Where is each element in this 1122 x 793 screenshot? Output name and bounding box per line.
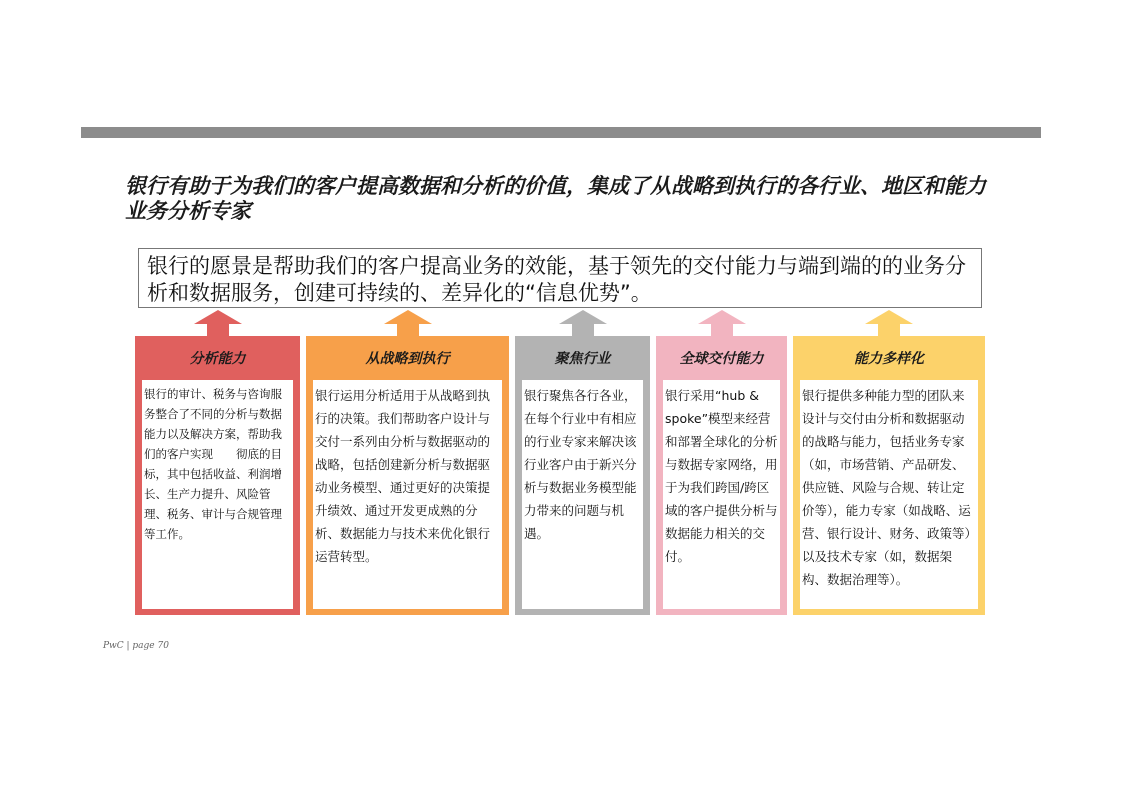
up-arrow-icon (384, 310, 432, 324)
card-title: 全球交付能力 (679, 351, 764, 367)
card-industry-focus (515, 336, 650, 615)
up-arrow-icon (194, 310, 242, 324)
card-body: 银行采用“hub & spoke”模型来经营和部署全球化的分析与数据专家网络，用于为我们跨国/跨区域的客户提供分析与数据能力相关的交付。 (663, 380, 780, 609)
top-divider-bar (81, 127, 1041, 138)
card-strategy-to-execution (306, 336, 509, 615)
arrow-stem (572, 324, 594, 336)
card-capability-diversity (793, 336, 985, 615)
card-body: 银行运用分析适用于从战略到执行的决策。我们帮助客户设计与交付一系列由分析与数据驱动的战略，包括创建新分析与数据驱动业务模型、通过更好的决策提升绩效、通过开发更成熟的分析、数据能力与技术来优化银行运营转型。 (313, 380, 502, 609)
card-body: 银行聚焦各行各业，在每个行业中有相应的行业专家来解决该行业客户由于新兴分析与数据业务模型能力带来的问题与机遇。 (522, 380, 643, 609)
page-headline: 银行有助于为我们的客户提高数据和分析的价值，集成了从战略到执行的各行业、地区和能力业务分析专家 (125, 174, 986, 223)
arrow-stem (878, 324, 900, 336)
card-analytics-capability (135, 336, 300, 615)
card-title: 能力多样化 (854, 351, 924, 367)
arrow-stem (711, 324, 733, 336)
card-global-delivery (656, 336, 787, 615)
page-footer: PwC | page 70 (103, 641, 169, 651)
card-body: 银行的审计、税务与咨询服务整合了不同的分析与数据能力以及解决方案，帮助我们的客户实现 彻底的目标，其中包括收益、利润增长、生产力提升、风险管理、税务、审计与合规管理等工作。 (142, 380, 293, 609)
arrow-stem (207, 324, 229, 336)
card-title: 分析能力 (189, 351, 246, 367)
up-arrow-icon (865, 310, 913, 324)
card-title: 聚焦行业 (554, 351, 611, 367)
card-body: 银行提供多种能力型的团队来设计与交付由分析和数据驱动的战略与能力，包括业务专家（如，市场营销、产品研发、供应链、风险与合规、转让定价等），能力专家（如战略、运营、银行设计、财务、政策等）以及技术专家（如，数据架构、数据治理等）。 (800, 380, 978, 609)
card-title: 从战略到执行 (365, 351, 450, 367)
up-arrow-icon (559, 310, 607, 324)
up-arrow-icon (698, 310, 746, 324)
arrow-stem (397, 324, 419, 336)
vision-statement-box: 银行的愿景是帮助我们的客户提高业务的效能，基于领先的交付能力与端到端的的业务分析和数据服务，创建可持续的、差异化的“信息优势”。 (138, 248, 982, 308)
